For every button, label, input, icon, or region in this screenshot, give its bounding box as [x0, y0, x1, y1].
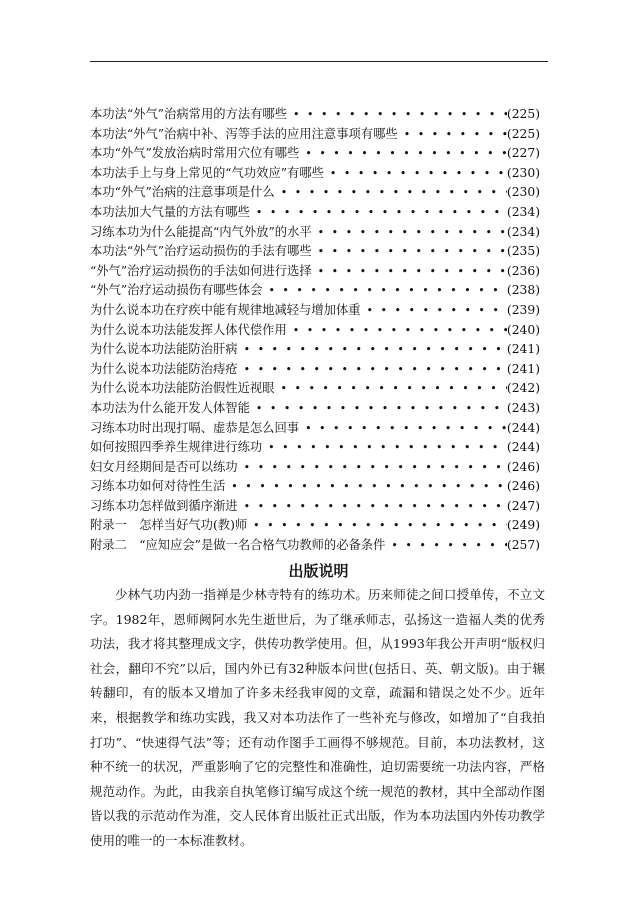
- table-of-contents: [90, 105, 540, 556]
- toc-entry-title: 为什么说本功法能防治假性近视眼: [90, 381, 275, 396]
- toc-entry[interactable]: [90, 321, 540, 341]
- toc-entry[interactable]: [90, 516, 540, 536]
- toc-entry[interactable]: [90, 223, 540, 243]
- toc-entry[interactable]: [90, 419, 540, 439]
- toc-entry-title: 为什么说本功法能防治肝病: [90, 342, 238, 357]
- toc-entry-page: (240): [506, 322, 540, 337]
- toc-entry[interactable]: [90, 379, 540, 399]
- toc-entry-page: (242): [506, 381, 540, 396]
- toc-entry-page: (244): [506, 440, 540, 455]
- toc-entry[interactable]: [90, 399, 540, 419]
- toc-entry-page: (241): [506, 361, 540, 376]
- body-paragraph: 少林气功内劲一指禅是少林寺特有的练功术。历来师徒之间口授单传，不立文字。1982年，恩师阙阿水先生逝世后，为了继承师志，弘扬这一造福人类的优秀功法，我才将其整理成文字，供传功教学使用。但，从1993年我公开声明“版权归社会，翻印不究”以后，国内外已有32种版本问世(包括日、英、朝文版)。由于辗转翻印，有的版本又增加了许多未经我审阅的文章，疏漏和错误之处不少。近年来，根据教学和练功实践，我又对本功法作了一些补充与修改，如增加了“自我拍打功”、“快速得气法”等；还有动作图手工画得不够规范。目前，本功法教材，这种不统一的状况，严重影响了它的完整性和准确性，迫切需要统一功法内容，严格规范动作。为此，由我亲自执笔修订编写成这个统一规范的教材，其中全部动作图皆以我的示范动作为准，交人民体育出版社正式出版，作为本功法国内外传功教学使用的唯一的一本标准教材。: [90, 587, 545, 848]
- toc-leader-dots: [385, 536, 507, 556]
- toc-entry[interactable]: [90, 458, 540, 478]
- toc-entry-title: 习练本功如何对待性生活: [90, 479, 226, 494]
- toc-leader-dots: [312, 262, 507, 282]
- toc-entry[interactable]: [90, 125, 540, 145]
- toc-entry-title: 为什么说本功法能发挥人体代偿作用: [90, 322, 287, 337]
- toc-leader-dots: [312, 223, 507, 243]
- toc-entry-page: (243): [506, 400, 540, 415]
- toc-entry[interactable]: [90, 301, 540, 321]
- toc-leader-dots: [324, 164, 507, 184]
- toc-entry[interactable]: [90, 105, 540, 125]
- toc-entry-page: (234): [506, 204, 540, 219]
- toc-entry-title: 为什么说本功在疗疾中能有规律地减轻与增加体重: [90, 302, 361, 317]
- toc-leader-dots: [238, 497, 507, 517]
- toc-entry-title: 习练本功怎样做到循序渐进: [90, 498, 238, 513]
- toc-leader-dots: [299, 419, 507, 439]
- toc-entry-title: 妇女月经期间是否可以练功: [90, 459, 238, 474]
- toc-entry-title: 本功法手上与身上常见的“气功效应”有哪些: [90, 165, 324, 180]
- toc-leader-dots: [250, 203, 507, 223]
- toc-leader-dots: [312, 242, 507, 262]
- toc-entry-page: (247): [506, 498, 540, 513]
- toc-leader-dots: [225, 477, 507, 497]
- header-rule: [90, 61, 548, 62]
- toc-entry-title: 附录二 “应知应会”是做一名合格气功教师的必备条件: [90, 538, 386, 553]
- toc-entry[interactable]: [90, 360, 540, 380]
- toc-entry-page: (238): [506, 283, 540, 298]
- toc-entry-page: (225): [506, 126, 540, 141]
- toc-entry[interactable]: [90, 164, 540, 184]
- toc-leader-dots: [361, 301, 507, 321]
- toc-entry-title: 如何按照四季养生规律进行练功: [90, 440, 263, 455]
- toc-entry[interactable]: [90, 203, 540, 223]
- toc-entry-page: (257): [506, 538, 540, 553]
- toc-entry-page: (241): [506, 342, 540, 357]
- toc-entry[interactable]: [90, 183, 540, 203]
- toc-entry[interactable]: [90, 262, 540, 282]
- toc-entry-page: (249): [506, 518, 540, 533]
- section-title: 出版说明: [288, 562, 349, 580]
- toc-entry-page: (230): [506, 185, 540, 200]
- toc-entry[interactable]: [90, 340, 540, 360]
- toc-entry-title: 习练本功为什么能提高“内气外放”的水平: [90, 224, 312, 239]
- toc-entry-title: 本功法为什么能开发人体智能: [90, 400, 250, 415]
- toc-entry[interactable]: [90, 281, 540, 301]
- toc-leader-dots: [287, 105, 507, 125]
- toc-entry-title: “外气”治疗运动损伤有哪些体会: [90, 283, 263, 298]
- toc-entry-page: (227): [506, 146, 540, 161]
- toc-entry[interactable]: [90, 536, 540, 556]
- toc-leader-dots: [287, 321, 507, 341]
- toc-entry[interactable]: [90, 477, 540, 497]
- toc-leader-dots: [262, 281, 506, 301]
- toc-entry-title: 本功法加大气量的方法有哪些: [90, 204, 250, 219]
- toc-entry[interactable]: [90, 497, 540, 517]
- toc-entry-title: 为什么说本功法能防治痔疮: [90, 361, 238, 376]
- toc-entry-title: 本功法“外气”治疗运动损伤的手法有哪些: [90, 244, 312, 259]
- toc-entry-page: (244): [506, 420, 540, 435]
- toc-entry-title: 习练本功时出现打嗝、虚恭是怎么回事: [90, 420, 300, 435]
- toc-entry-title: 本功“外气”发放治病时常用穴位有哪些: [90, 146, 300, 161]
- toc-entry[interactable]: [90, 144, 540, 164]
- toc-entry-page: (236): [506, 263, 540, 278]
- toc-entry-title: 本功法“外气”治病常用的方法有哪些: [90, 107, 288, 121]
- toc-leader-dots: [398, 125, 507, 145]
- toc-leader-dots: [250, 399, 507, 419]
- toc-entry-title: “外气”治疗运动损伤的手法如何进行选择: [90, 263, 312, 278]
- toc-leader-dots: [238, 340, 507, 360]
- toc-entry-page: (234): [506, 224, 540, 239]
- toc-entry-page: (239): [506, 302, 540, 317]
- toc-entry-page: (246): [506, 459, 540, 474]
- toc-leader-dots: [275, 183, 507, 203]
- toc-entry-page: (246): [506, 479, 540, 494]
- toc-entry[interactable]: [90, 438, 540, 458]
- toc-leader-dots: [299, 144, 507, 164]
- toc-leader-dots: [238, 458, 507, 478]
- toc-entry-page: (225): [506, 107, 540, 121]
- toc-entry-title: 附录一 怎样当好气功(教)师: [90, 518, 248, 533]
- toc-entry-title: 本功“外气”治病的注意事项是什么: [90, 185, 275, 200]
- toc-leader-dots: [262, 438, 507, 458]
- toc-entry-page: (230): [506, 165, 540, 180]
- toc-entry-page: (235): [506, 244, 540, 259]
- toc-leader-dots: [238, 360, 507, 380]
- toc-entry-title: 本功法“外气”治病中补、泻等手法的应用注意事项有哪些: [90, 126, 398, 141]
- toc-leader-dots: [247, 516, 507, 536]
- toc-entry[interactable]: [90, 242, 540, 262]
- toc-leader-dots: [274, 379, 506, 399]
